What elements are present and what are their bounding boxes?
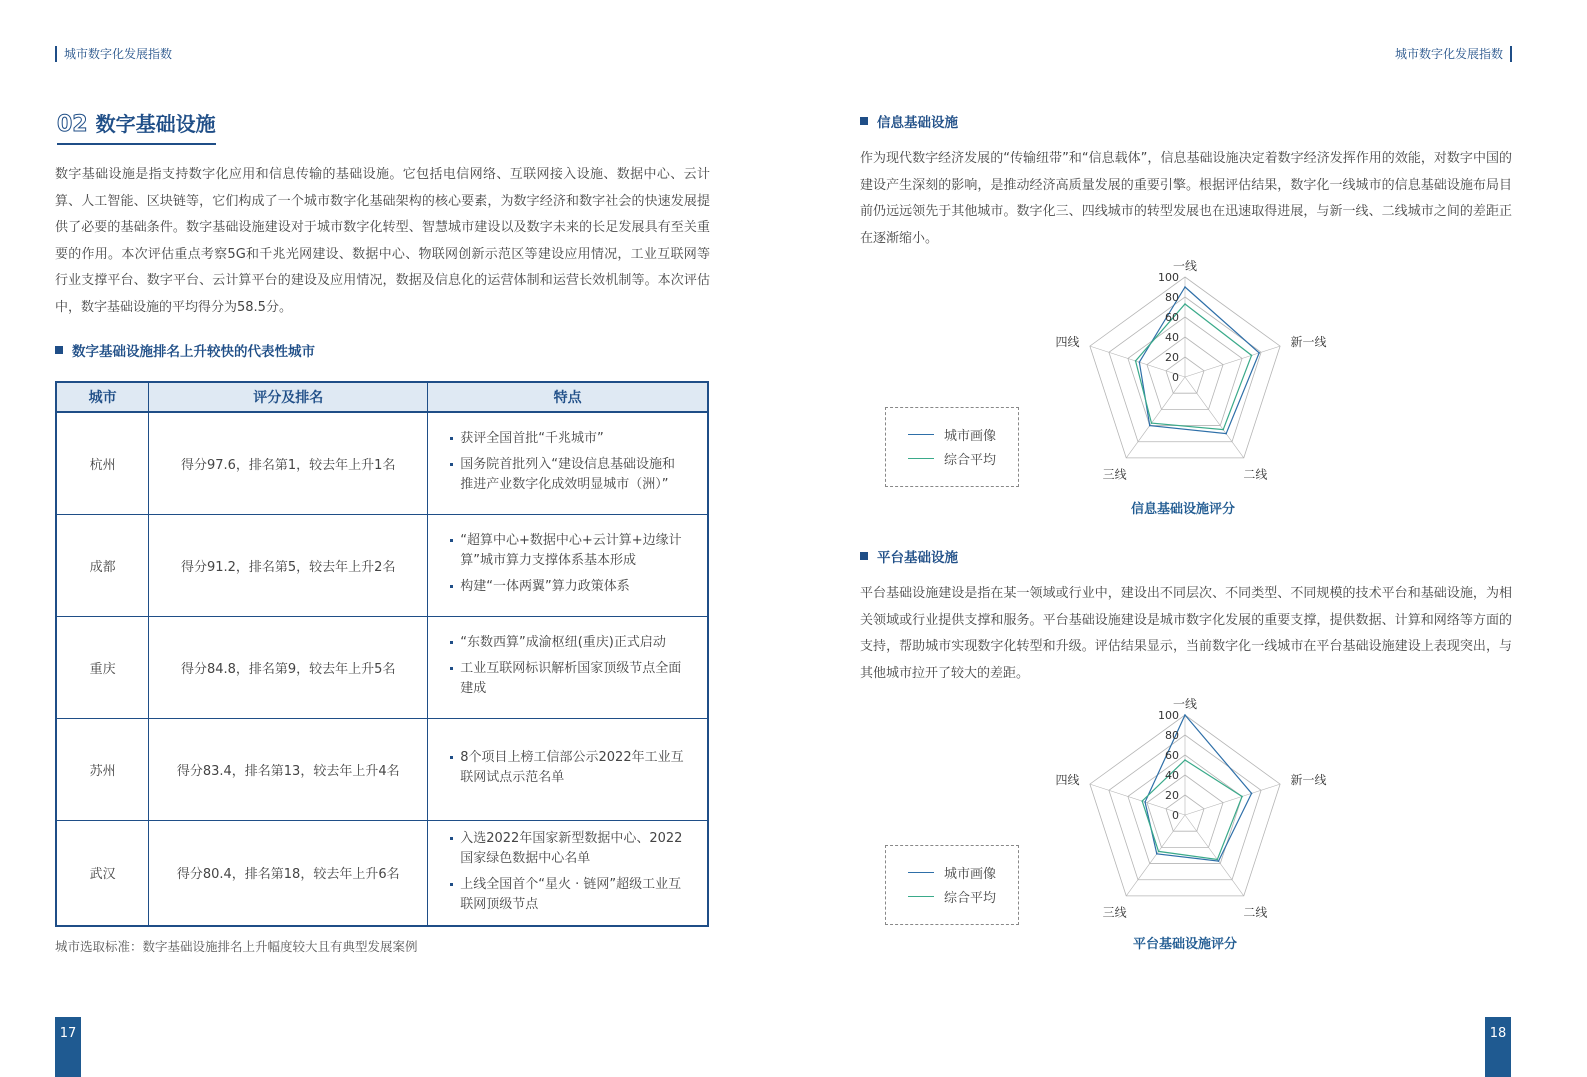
feature-item: 入选2022年国家新型数据中心、2022国家绿色数据中心名单 bbox=[450, 829, 687, 869]
grid-spoke bbox=[1185, 377, 1244, 458]
city-cell: 成都 bbox=[56, 514, 149, 616]
legend-label: 综合平均 bbox=[944, 891, 997, 906]
axis-label: 一线 bbox=[1172, 259, 1198, 273]
platform-paragraph: 平台基础设施建设是指在某一领域或行业中，建设出不同层次、不同类型、不同规模的技术平台和基础设施，为相关领域或行业提供支撑和服务。平台基础设施建设是城市数字化发展的重要支撑，提供数据、计算和网络等方面的支持，帮助城市实现数字化转型和升级。评估结果显示，当前数字化一线城市在平台基础设施建设上表现突出，与其他城市拉开了较大的差距。 bbox=[860, 586, 1512, 681]
info-paragraph: 作为现代数字经济发展的“传输纽带”和“信息载体”，信息基础设施决定着数字经济发挥作用的效能，对数字中国的建设产生深刻的影响，是推动经济高质量发展的重要引擎。根据评估结果，数字化一线城市的信息基础设施布局目前仍远远领先于其他城市。数字化三、四线城市的转型发展也在迅速取得进展，与新一线、二线城市之间的差距正在逐渐缩小。 bbox=[860, 151, 1512, 246]
axis-label: 三线 bbox=[1102, 467, 1127, 482]
tick-label: 20 bbox=[1165, 789, 1179, 802]
chart-title-info: 信息基础设施评分 bbox=[1131, 502, 1236, 517]
legend-swatch bbox=[908, 434, 934, 435]
score-cell: 得分83.4，排名第13，较去年上升4名 bbox=[149, 718, 428, 820]
legend-label: 城市画像 bbox=[944, 867, 997, 882]
score-cell: 得分84.8，排名第9，较去年上升5名 bbox=[149, 616, 428, 718]
features-cell bbox=[428, 616, 708, 718]
score-cell: 得分91.2，排名第5，较去年上升2名 bbox=[149, 514, 428, 616]
radar-chart-platform bbox=[1055, 690, 1327, 920]
features-cell bbox=[428, 820, 708, 926]
city-cell: 武汉 bbox=[56, 820, 149, 926]
feature-item: 构建“一体两翼”算力政策体系 bbox=[450, 577, 687, 597]
feature-item: 上线全国首个“星火 · 链网”超级工业互联网顶级节点 bbox=[450, 875, 687, 915]
data-point bbox=[1251, 793, 1253, 795]
data-point bbox=[1144, 801, 1146, 803]
page-number-right: 18 bbox=[1485, 1017, 1511, 1077]
feature-item: 8个项目上榜工信部公示2022年工业互联网试点示范名单 bbox=[450, 748, 687, 788]
data-point bbox=[1217, 859, 1219, 861]
info-section-title: 信息基础设施 bbox=[877, 115, 958, 131]
left-page bbox=[0, 0, 793, 1077]
tick-label: 0 bbox=[1172, 371, 1179, 384]
data-point bbox=[1218, 860, 1220, 862]
table-row bbox=[56, 718, 708, 820]
chart-title-platform: 平台基础设施评分 bbox=[1133, 937, 1238, 952]
legend-swatch bbox=[908, 872, 934, 873]
legend-item-portrait bbox=[908, 425, 996, 444]
table-row bbox=[56, 820, 708, 926]
data-point bbox=[1222, 429, 1224, 431]
tick-label: 40 bbox=[1165, 331, 1179, 344]
axis-label: 二线 bbox=[1243, 905, 1268, 920]
score-cell: 得分97.6，排名第1，较去年上升1名 bbox=[149, 412, 428, 514]
legend-platform bbox=[885, 845, 1019, 925]
features-cell bbox=[428, 412, 708, 514]
grid-spoke bbox=[1185, 346, 1280, 377]
running-head-right: 城市数字化发展指数 bbox=[1388, 46, 1512, 62]
tick-label: 0 bbox=[1172, 809, 1179, 822]
features-cell bbox=[428, 514, 708, 616]
features-cell bbox=[428, 718, 708, 820]
info-section-heading bbox=[860, 111, 958, 131]
section-number: 02 bbox=[57, 112, 88, 137]
table-heading-text: 数字基础设施排名上升较快的代表性城市 bbox=[72, 344, 315, 360]
city-cell: 杭州 bbox=[56, 412, 149, 514]
square-bullet-icon bbox=[860, 117, 868, 125]
axis-label: 四线 bbox=[1055, 335, 1080, 350]
data-point bbox=[1184, 303, 1186, 305]
tick-label: 80 bbox=[1165, 291, 1179, 304]
data-point bbox=[1135, 360, 1137, 362]
score-cell: 得分80.4，排名第18，较去年上升6名 bbox=[149, 820, 428, 926]
axis-label: 二线 bbox=[1243, 467, 1268, 482]
feature-item: 国务院首批列入“建设信息基础设施和推进产业数字化成效明显城市（洲）” bbox=[450, 455, 687, 495]
square-bullet-icon bbox=[55, 346, 63, 354]
data-point bbox=[1156, 853, 1158, 855]
axis-label: 一线 bbox=[1172, 697, 1198, 711]
radar-chart-platform-svg bbox=[1055, 690, 1327, 920]
data-point bbox=[1258, 352, 1260, 354]
data-point bbox=[1158, 851, 1160, 853]
right-page bbox=[793, 0, 1587, 1077]
city-cell: 苏州 bbox=[56, 718, 149, 820]
feature-item: 获评全国首批“千兆城市” bbox=[450, 429, 687, 449]
section-heading: 数字基础设施 bbox=[95, 112, 216, 136]
table-row bbox=[56, 616, 708, 718]
data-point bbox=[1225, 433, 1227, 435]
data-point bbox=[1184, 759, 1186, 761]
tick-label: 100 bbox=[1158, 709, 1179, 722]
table-heading bbox=[55, 340, 315, 360]
tick-label: 40 bbox=[1165, 769, 1179, 782]
series-line bbox=[1145, 715, 1252, 861]
table-footnote: 城市选取标准：数字基础设施排名上升幅度较大且有典型发展案例 bbox=[55, 939, 418, 954]
tick-label: 20 bbox=[1165, 351, 1179, 364]
grid-spoke bbox=[1126, 377, 1185, 458]
platform-section-heading bbox=[860, 546, 958, 566]
city-cell: 重庆 bbox=[56, 616, 149, 718]
legend-info bbox=[885, 407, 1019, 487]
tick-label: 60 bbox=[1165, 749, 1179, 762]
ranking-table bbox=[55, 381, 709, 927]
data-point bbox=[1141, 800, 1143, 802]
legend-item-average bbox=[908, 449, 996, 468]
column-header-score: 评分及排名 bbox=[149, 382, 428, 412]
grid-spoke bbox=[1185, 784, 1280, 815]
platform-section-title: 平台基础设施 bbox=[877, 550, 958, 566]
table-row bbox=[56, 412, 708, 514]
tick-label: 80 bbox=[1165, 729, 1179, 742]
data-point bbox=[1139, 361, 1141, 363]
section-title bbox=[57, 108, 216, 145]
tick-label: 100 bbox=[1158, 271, 1179, 284]
running-head-left: 城市数字化发展指数 bbox=[55, 46, 179, 62]
legend-item-portrait bbox=[908, 863, 996, 882]
axis-label: 新一线 bbox=[1290, 335, 1327, 350]
legend-swatch bbox=[908, 458, 934, 459]
data-point bbox=[1184, 286, 1186, 288]
data-point bbox=[1251, 355, 1253, 357]
data-point bbox=[1151, 422, 1153, 424]
axis-label: 新一线 bbox=[1290, 773, 1327, 788]
legend-item-average bbox=[908, 887, 996, 906]
page-number-left: 17 bbox=[55, 1017, 81, 1077]
column-header-features: 特点 bbox=[428, 382, 708, 412]
feature-item: “超算中心+数据中心+云计算+边缘计算”城市算力支撑体系基本形成 bbox=[450, 531, 687, 571]
radar-chart-info-svg bbox=[1055, 252, 1327, 482]
table-header-row bbox=[56, 382, 708, 412]
legend-label: 综合平均 bbox=[944, 453, 997, 468]
data-point bbox=[1241, 796, 1243, 798]
grid-spoke bbox=[1126, 815, 1185, 896]
tick-label: 60 bbox=[1165, 311, 1179, 324]
table-row bbox=[56, 514, 708, 616]
data-point bbox=[1149, 425, 1151, 427]
data-point bbox=[1184, 714, 1186, 716]
legend-label: 城市画像 bbox=[944, 429, 997, 444]
radar-chart-info bbox=[1055, 252, 1327, 482]
feature-item: “东数西算”成渝枢纽(重庆)正式启动 bbox=[450, 633, 687, 653]
column-header-city: 城市 bbox=[56, 382, 149, 412]
legend-swatch bbox=[908, 896, 934, 897]
square-bullet-icon bbox=[860, 552, 868, 560]
feature-item: 工业互联网标识解析国家顶级节点全面建成 bbox=[450, 659, 687, 699]
axis-label: 四线 bbox=[1055, 773, 1080, 788]
axis-label: 三线 bbox=[1102, 905, 1127, 920]
intro-paragraph: 数字基础设施是指支持数字化应用和信息传输的基础设施。它包括电信网络、互联网接入设施、数据中心、云计算、人工智能、区块链等，它们构成了一个城市数字化基础架构的核心要素，为数字经济和数字社会的快速发展提供了必要的基础条件。数字基础设施建设对于城市数字化转型、智慧城市建设以及数字未来的长足发展具有至关重要的作用。本次评估重点考察5G和千兆光网建设、数据中心、物联网创新示范区等建设应用情况，工业互联网等行业支撑平台、数字平台、云计算平台的建设及应用情况，数据及信息化的运营体制和运营长效机制等。本次评估中，数字基础设施的平均得分为58.5分。 bbox=[55, 167, 710, 315]
